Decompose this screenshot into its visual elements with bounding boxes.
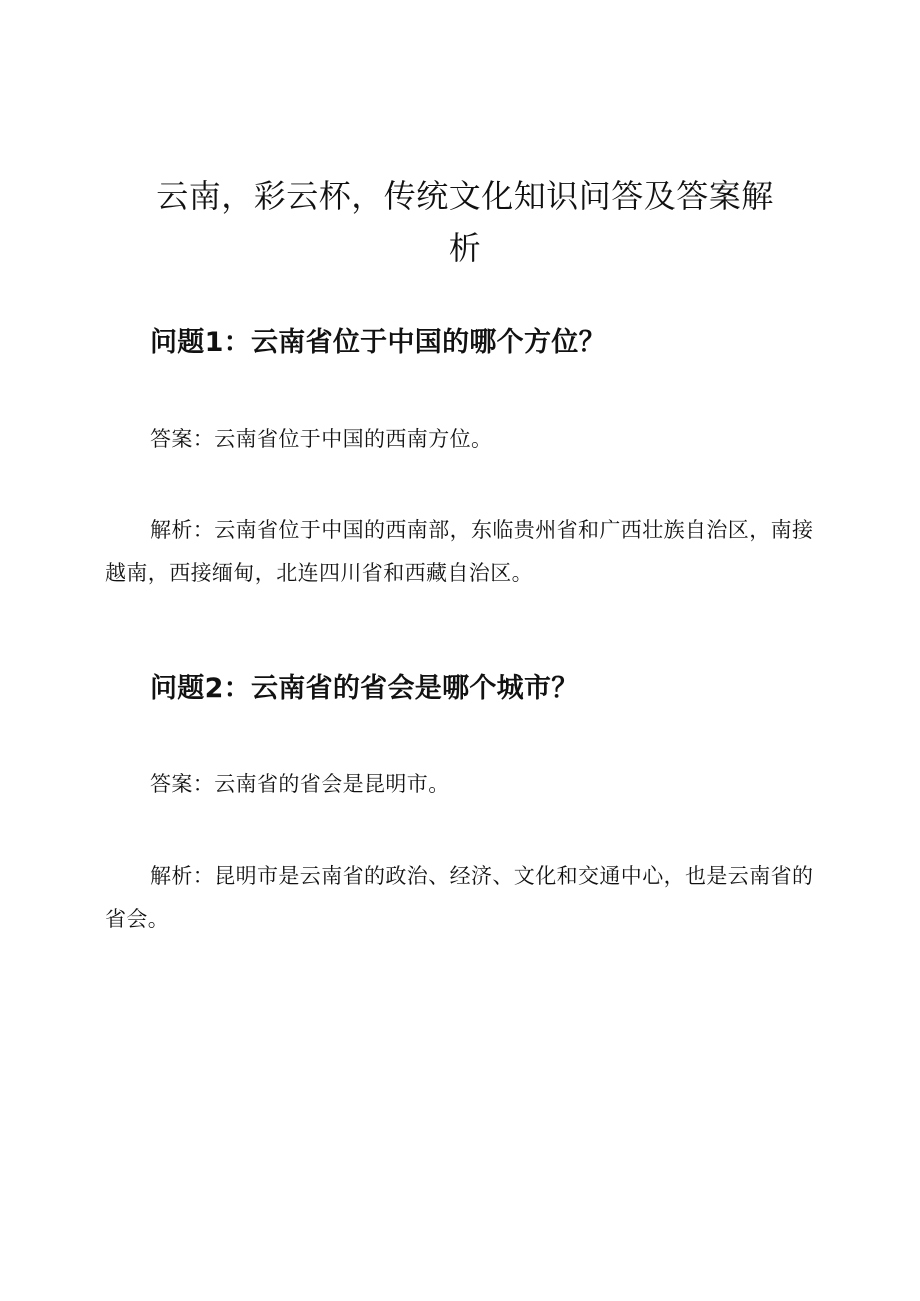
answer-2: 答案：云南省的省会是昆明市。 — [150, 772, 450, 796]
answer-1: 答案：云南省位于中国的西南方位。 — [150, 427, 493, 451]
analysis-2: 解析：昆明市是云南省的政治、经济、文化和交通中心，也是云南省的省会。 — [105, 864, 814, 931]
analysis-1: 解析：云南省位于中国的西南部，东临贵州省和广西壮族自治区，南接越南，西接缅甸，北连四川省和西藏自治区。 — [105, 518, 814, 585]
document-title: 云南，彩云杯，传统文化知识问答及答案解析 — [156, 177, 774, 267]
question-2: 问题2：云南省的省会是哪个城市？ — [150, 673, 579, 704]
question-1: 问题1：云南省位于中国的哪个方位？ — [150, 327, 606, 358]
